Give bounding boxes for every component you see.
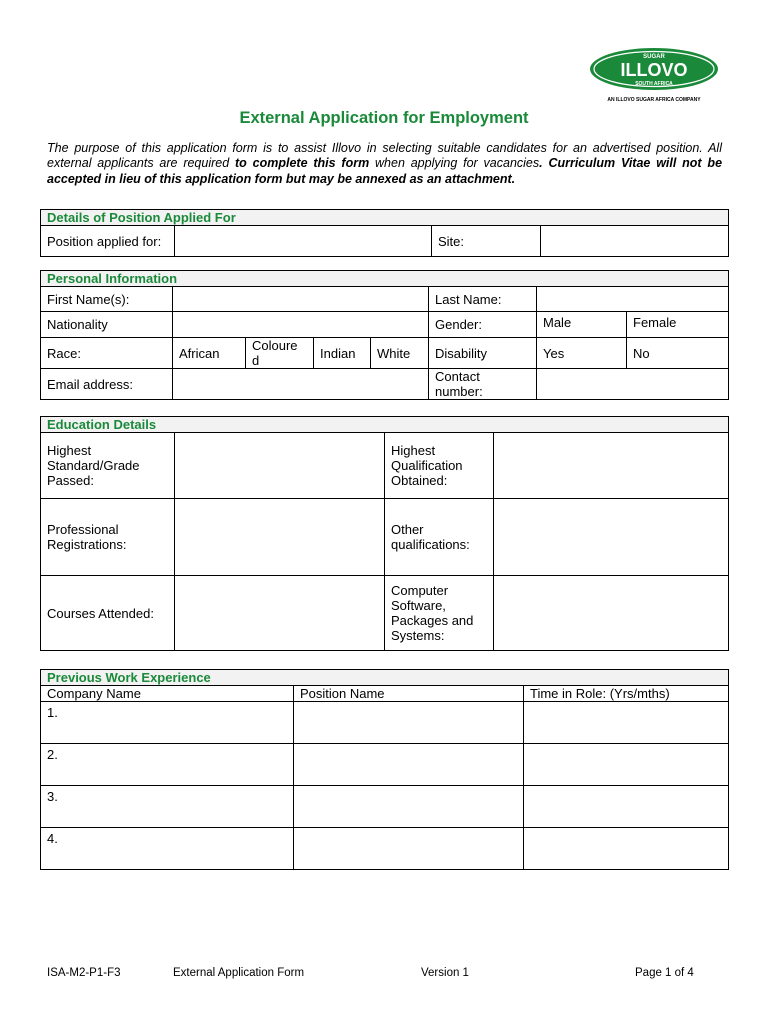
computer-software-label: Computer Software, Packages and Systems: <box>385 576 494 651</box>
work-section <box>40 669 729 870</box>
col-position-name: Position Name <box>294 686 524 702</box>
education-header: Education Details <box>41 417 729 433</box>
position-name-field[interactable] <box>294 828 524 870</box>
col-company-name: Company Name <box>41 686 294 702</box>
company-name-field[interactable]: 2. <box>41 744 294 786</box>
table-row <box>41 702 729 744</box>
footer-code: ISA-M2-P1-F3 <box>47 967 121 979</box>
site-field[interactable] <box>541 226 729 257</box>
last-name-field[interactable] <box>537 287 729 312</box>
intro-bold-2: . Curriculum Vitae will not be accepted in lieu of this application form but may be annexed as an attachment. <box>47 156 723 186</box>
table-row <box>41 828 729 870</box>
professional-registrations-label: Professional Registrations: <box>41 499 175 576</box>
position-header: Details of Position Applied For <box>41 210 729 226</box>
disability-label: Disability <box>429 338 537 369</box>
race-label: Race: <box>41 338 173 369</box>
intro-text-2: when applying for vacancies <box>369 156 540 171</box>
site-label: Site: <box>432 226 541 257</box>
position-applied-label: Position applied for: <box>41 226 175 257</box>
last-name-label: Last Name: <box>429 287 537 312</box>
other-qualifications-field[interactable] <box>494 499 729 576</box>
courses-attended-field[interactable] <box>175 576 385 651</box>
intro-paragraph <box>47 141 722 187</box>
gender-label: Gender: <box>429 312 537 338</box>
contact-field[interactable] <box>537 369 729 400</box>
nationality-field[interactable] <box>173 312 429 338</box>
disability-yes-option[interactable]: Yes <box>537 338 627 369</box>
computer-software-field[interactable] <box>494 576 729 651</box>
logo-south-africa: SOUTH AFRICA <box>635 81 673 87</box>
highest-standard-label: Highest Standard/Grade Passed: <box>41 433 175 499</box>
time-in-role-field[interactable] <box>524 702 729 744</box>
company-name-field[interactable]: 1. <box>41 702 294 744</box>
position-section <box>40 209 729 257</box>
race-indian-option[interactable]: Indian <box>314 338 371 369</box>
nationality-label: Nationality <box>41 312 173 338</box>
education-section <box>40 416 729 651</box>
professional-registrations-field[interactable] <box>175 499 385 576</box>
footer-version: Version 1 <box>421 967 469 979</box>
time-in-role-field[interactable] <box>524 744 729 786</box>
time-in-role-field[interactable] <box>524 786 729 828</box>
company-name-field[interactable]: 3. <box>41 786 294 828</box>
position-name-field[interactable] <box>294 786 524 828</box>
position-name-field[interactable] <box>294 702 524 744</box>
work-header: Previous Work Experience <box>41 670 729 686</box>
page-title: External Application for Employment <box>239 109 529 127</box>
gender-female-option[interactable]: Female <box>627 312 729 338</box>
disability-no-option[interactable]: No <box>627 338 729 369</box>
contact-label: Contact number: <box>429 369 537 400</box>
personal-header: Personal Information <box>41 271 729 287</box>
highest-qualification-field[interactable] <box>494 433 729 499</box>
logo-tagline: AN ILLOVO SUGAR AFRICA COMPANY <box>607 97 701 103</box>
table-row <box>41 786 729 828</box>
time-in-role-field[interactable] <box>524 828 729 870</box>
email-field[interactable] <box>173 369 429 400</box>
company-name-field[interactable]: 4. <box>41 828 294 870</box>
first-name-field[interactable] <box>173 287 429 312</box>
highest-standard-field[interactable] <box>175 433 385 499</box>
race-white-option[interactable]: White <box>371 338 429 369</box>
intro-text-1: The purpose of this application form is to assist Illovo in selecting suitable candidates for an advertised position. All external applicants are required <box>47 141 722 171</box>
footer-page-number: Page 1 of 4 <box>635 967 694 979</box>
intro-bold-1: to complete this form <box>235 156 370 171</box>
first-name-label: First Name(s): <box>41 287 173 312</box>
courses-attended-label: Courses Attended: <box>41 576 175 651</box>
gender-male-option[interactable]: Male <box>537 312 627 338</box>
footer-form-name: External Application Form <box>173 967 305 979</box>
col-time-in-role: Time in Role: (Yrs/mths) <box>524 686 729 702</box>
highest-qualification-label: Highest Qualification Obtained: <box>385 433 494 499</box>
position-applied-field[interactable] <box>175 226 432 257</box>
personal-section <box>40 270 729 400</box>
illovo-logo <box>588 46 720 104</box>
logo-sugar: SUGAR <box>643 54 665 60</box>
email-label: Email address: <box>41 369 173 400</box>
other-qualifications-label: Other qualifications: <box>385 499 494 576</box>
position-name-field[interactable] <box>294 744 524 786</box>
logo-brand: ILLOVO <box>620 60 688 80</box>
table-row <box>41 744 729 786</box>
race-african-option[interactable]: African <box>173 338 246 369</box>
race-coloured-option[interactable]: Coloure d <box>246 338 314 369</box>
